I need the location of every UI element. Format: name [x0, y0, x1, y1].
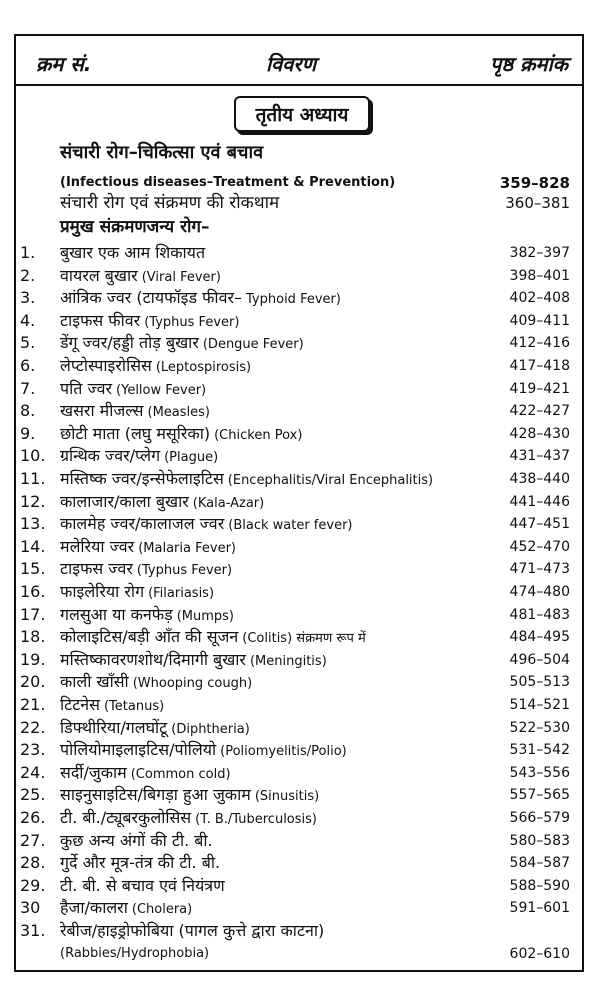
- list-item: [16, 355, 582, 377]
- item-number: 20.: [20, 672, 46, 692]
- item-hindi: वायरल बुखार: [60, 265, 138, 285]
- item-description: [60, 445, 218, 469]
- item-pages: 588–590: [509, 877, 570, 894]
- item-hindi: गुर्दे और मूत्र-तंत्र की टी. बी.: [60, 853, 221, 873]
- item-description: [60, 242, 209, 266]
- list-item: [16, 604, 582, 626]
- item-description: [60, 423, 302, 447]
- item-pages: 419–421: [509, 380, 570, 397]
- list-item: [16, 897, 582, 919]
- item-english: (Kala-Azar): [192, 495, 265, 511]
- chapter-title: तृतीय अध्याय: [255, 104, 349, 126]
- item-number: 4.: [20, 310, 36, 330]
- list-item: [16, 784, 582, 806]
- item-hindi: कालमेह ज्वर/कालाजल ज्वर: [60, 514, 225, 534]
- item-description: [60, 332, 304, 356]
- description-heading: विवरण: [266, 52, 317, 76]
- item-description: [60, 739, 347, 763]
- list-item: [16, 807, 582, 829]
- prevention-pages: 360–381: [505, 194, 570, 212]
- section-english-row: [16, 172, 582, 194]
- item-hindi: हैजा/कालरा: [60, 898, 128, 918]
- list-item: [16, 920, 582, 942]
- item-english: (Encephalitis/Viral Encephalitis): [227, 473, 434, 488]
- item-hindi: टी. बी. से बचाव एवं नियंत्रण: [60, 875, 225, 895]
- item-description: [60, 852, 224, 876]
- item-number: 17.: [20, 604, 46, 624]
- list-item: [16, 265, 582, 287]
- list-item: [16, 400, 582, 422]
- item-description: [60, 762, 231, 786]
- item-hindi: मलेरिया ज्वर: [60, 536, 135, 556]
- list-item: [16, 468, 582, 490]
- list-item: [16, 558, 582, 580]
- index-table: [14, 34, 584, 972]
- item-description: [60, 513, 352, 537]
- item-english: (Mumps): [176, 608, 234, 624]
- list-item: [16, 649, 582, 671]
- item-description: [60, 468, 433, 492]
- item-hindi: मस्तिष्कावरणशोथ/दिमागी बुखार: [60, 649, 246, 669]
- item-hindi: छोटी माता (लघु मसूरिका): [60, 423, 211, 443]
- item-hindi: डिफ्थीरिया/गलघोंटू: [60, 717, 168, 737]
- item-pages: 522–530: [509, 719, 570, 736]
- item-description: [60, 671, 252, 695]
- item-description: [60, 558, 232, 582]
- item-description: [60, 604, 234, 628]
- item-pages: 438–440: [509, 471, 570, 487]
- item-english: (Common cold): [130, 766, 231, 782]
- item-number: 16.: [20, 582, 46, 601]
- list-item: [16, 445, 582, 467]
- item-hindi: टिटनेस: [60, 695, 100, 714]
- major-diseases-heading: प्रमुख संक्रमणजन्य रोग–: [60, 217, 210, 237]
- item-hindi: रेबीज/हाइड्रोफोबिया (पागल कुत्ते द्वारा काटना): [60, 921, 325, 940]
- item-pages: 474–480: [509, 584, 570, 600]
- list-item: [16, 581, 582, 603]
- item-number: 31.: [20, 921, 46, 940]
- prevention-title: संचारी रोग एवं संक्रमण की रोकथाम: [60, 193, 280, 213]
- item-pages: 402–408: [509, 290, 570, 307]
- item-number: 24.: [20, 762, 46, 782]
- item-number: 11.: [20, 469, 46, 488]
- item-number: 6.: [20, 356, 36, 375]
- item-number: 30: [20, 898, 41, 918]
- item-number: 10.: [20, 446, 46, 466]
- continuation-english: (Rabbies/Hydrophobia): [60, 945, 210, 961]
- item-hindi: टाइफस फीवर: [60, 310, 141, 330]
- item-english: (Meningitis): [249, 653, 327, 669]
- item-description: [60, 265, 221, 289]
- item-description: [60, 875, 229, 899]
- item-pages: 591–601: [509, 900, 570, 917]
- item-number: 29.: [20, 875, 46, 895]
- continuation-pages: 602–610: [509, 945, 570, 962]
- item-description: [60, 807, 317, 831]
- item-number: 2.: [20, 265, 36, 285]
- list-item: [16, 671, 582, 693]
- item-english: (Sinusitis): [254, 789, 320, 805]
- item-description: [60, 784, 319, 808]
- list-item: [16, 242, 582, 264]
- item-description: [60, 378, 206, 402]
- item-english: (Poliomyelitis/Polio): [220, 744, 347, 760]
- item-english: (Leptospirosis): [155, 360, 252, 375]
- item-hindi: ग्रन्थिक ज्वर/प्लेग: [60, 446, 161, 466]
- item-hindi: कुछ अन्य अंगों की टी. बी.: [60, 830, 213, 850]
- section-english-title: (Infectious diseases–Treatment & Prevention): [60, 175, 396, 190]
- list-item: [16, 310, 582, 332]
- item-pages: 428–430: [509, 425, 570, 442]
- item-english: (Yellow Fever): [116, 382, 207, 398]
- page-number-heading: पृष्ठ क्रमांक: [490, 52, 568, 76]
- item-pages: 441–446: [509, 493, 570, 510]
- item-english: (Viral Fever): [141, 269, 221, 285]
- item-description: [60, 830, 217, 854]
- item-hindi: कालाजार/काला बुखार: [60, 491, 189, 511]
- item-pages: 496–504: [509, 651, 570, 668]
- item-number: 5.: [20, 333, 36, 353]
- item-number: 26.: [20, 808, 46, 827]
- item-description: [60, 287, 341, 311]
- list-item: [16, 423, 582, 445]
- item-pages: 412–416: [509, 335, 570, 352]
- item-english: (T. B./Tuberculosis): [195, 812, 317, 827]
- item-english: (Black water fever): [228, 518, 353, 534]
- item-hindi: टाइफस ज्वर: [60, 559, 133, 579]
- item-hindi: मस्तिष्क ज्वर/इन्सेफेलाइटिस: [60, 469, 224, 488]
- item-number: 3.: [20, 288, 36, 308]
- item-number: 1.: [20, 243, 36, 262]
- item-description: [60, 626, 366, 650]
- item-pages: 447–451: [509, 516, 570, 533]
- item-number: 8.: [20, 401, 36, 421]
- item-description: [60, 694, 164, 718]
- item-number: 7.: [20, 378, 36, 398]
- item-pages: 382–397: [509, 245, 570, 261]
- item-pages: 584–587: [509, 855, 570, 872]
- item-english: (Dengue Fever): [202, 337, 304, 353]
- item-english: (Colitis) संक्रमण रूप में: [242, 631, 366, 647]
- item-english: (Filariasis): [148, 586, 215, 601]
- item-number: 28.: [20, 853, 46, 873]
- list-item: [16, 717, 582, 739]
- list-item: [16, 875, 582, 897]
- chapter-title-box: [234, 96, 370, 132]
- item-hindi: आंत्रिक ज्वर (टायफॉइड फीवर–: [60, 288, 243, 308]
- list-item: [16, 332, 582, 354]
- item-number: 12.: [20, 491, 46, 511]
- item-number: 14.: [20, 536, 46, 556]
- item-english: Typhoid Fever): [246, 292, 341, 308]
- item-pages: 481–483: [509, 606, 570, 623]
- header-divider: [16, 84, 582, 86]
- list-item: [16, 536, 582, 558]
- item-hindi: फाइलेरिया रोग: [60, 582, 145, 601]
- item-description: [60, 310, 239, 334]
- list-item: [16, 762, 582, 784]
- list-item: [16, 513, 582, 535]
- item-english: (Plague): [164, 450, 219, 466]
- list-item: [16, 287, 582, 309]
- item-description: [60, 920, 328, 944]
- item-pages: 531–542: [509, 742, 570, 759]
- item-description: [60, 536, 236, 560]
- item-hindi: साइनुसाइटिस/बिगड़ा हुआ जुकाम: [60, 785, 251, 805]
- item-pages: 557–565: [509, 787, 570, 804]
- serial-number-heading: क्रम सं.: [36, 52, 92, 76]
- item-english: (Typhus Fever): [144, 314, 240, 330]
- list-item: [16, 491, 582, 513]
- item-number: 21.: [20, 695, 46, 714]
- item-english: (Typhus Fever): [136, 563, 233, 579]
- item-description: [60, 400, 210, 424]
- list-item: [16, 694, 582, 716]
- list-item-continuation: [16, 943, 582, 965]
- list-item: [16, 830, 582, 852]
- item-pages: 543–556: [509, 764, 570, 781]
- item-english: (Whooping cough): [132, 676, 253, 692]
- item-number: 15.: [20, 559, 46, 579]
- list-item: [16, 739, 582, 761]
- item-description: [60, 581, 214, 605]
- item-hindi: पोलियोमाइलाइटिस/पोलियो: [60, 740, 217, 760]
- item-pages: 505–513: [509, 674, 570, 691]
- item-description: [60, 717, 250, 741]
- item-hindi: सर्दी/जुकाम: [60, 762, 127, 782]
- item-pages: 431–437: [509, 448, 570, 465]
- item-hindi: बुखार एक आम शिकायत: [60, 243, 206, 262]
- item-hindi: काली खाँसी: [60, 672, 129, 692]
- item-number: 25.: [20, 785, 46, 805]
- item-number: 27.: [20, 830, 46, 850]
- item-hindi: गलसुआ या कनफेड़: [60, 604, 173, 624]
- item-pages: 566–579: [509, 810, 570, 826]
- item-english: (Malaria Fever): [138, 540, 236, 556]
- item-pages: 422–427: [509, 403, 570, 420]
- item-number: 18.: [20, 627, 46, 647]
- item-english: (Chicken Pox): [214, 427, 303, 443]
- item-pages: 580–583: [509, 832, 570, 849]
- list-item: [16, 378, 582, 400]
- item-english: (Cholera): [131, 902, 193, 918]
- item-pages: 398–401: [509, 267, 570, 284]
- item-hindi: टी. बी./ट्यूबरकुलोसिस: [60, 808, 192, 827]
- item-description: [60, 355, 251, 379]
- item-number: 23.: [20, 740, 46, 760]
- item-pages: 417–418: [509, 358, 570, 374]
- item-hindi: डेंगू ज्वर/हड्डी तोड़ बुखार: [60, 333, 199, 353]
- item-number: 13.: [20, 514, 46, 534]
- prevention-row: [16, 192, 582, 214]
- item-pages: 452–470: [509, 538, 570, 555]
- item-pages: 514–521: [509, 697, 570, 713]
- section-pages: 359–828: [499, 174, 570, 192]
- item-hindi: खसरा मीजल्स: [60, 401, 144, 421]
- list-item: [16, 626, 582, 648]
- item-description: [60, 649, 327, 673]
- item-english: (Diphtheria): [171, 721, 250, 737]
- item-hindi: कोलाइटिस/बड़ी आँत की सूजन: [60, 627, 239, 647]
- item-number: 19.: [20, 649, 46, 669]
- table-header: [16, 36, 582, 84]
- item-hindi: पति ज्वर: [60, 378, 113, 398]
- item-number: 9.: [20, 423, 36, 443]
- item-hindi: लेप्टोस्पाइरोसिस: [60, 356, 152, 375]
- item-english: (Measles): [147, 405, 210, 421]
- section-heading: संचारी रोग–चिकित्सा एवं बचाव: [60, 142, 264, 163]
- item-pages: 484–495: [509, 629, 570, 646]
- item-description: [60, 897, 192, 921]
- item-number: 22.: [20, 717, 46, 737]
- item-english: (Tetanus): [103, 699, 165, 714]
- item-pages: 409–411: [509, 312, 570, 329]
- list-item: [16, 852, 582, 874]
- item-description: [60, 491, 264, 515]
- item-pages: 471–473: [509, 561, 570, 578]
